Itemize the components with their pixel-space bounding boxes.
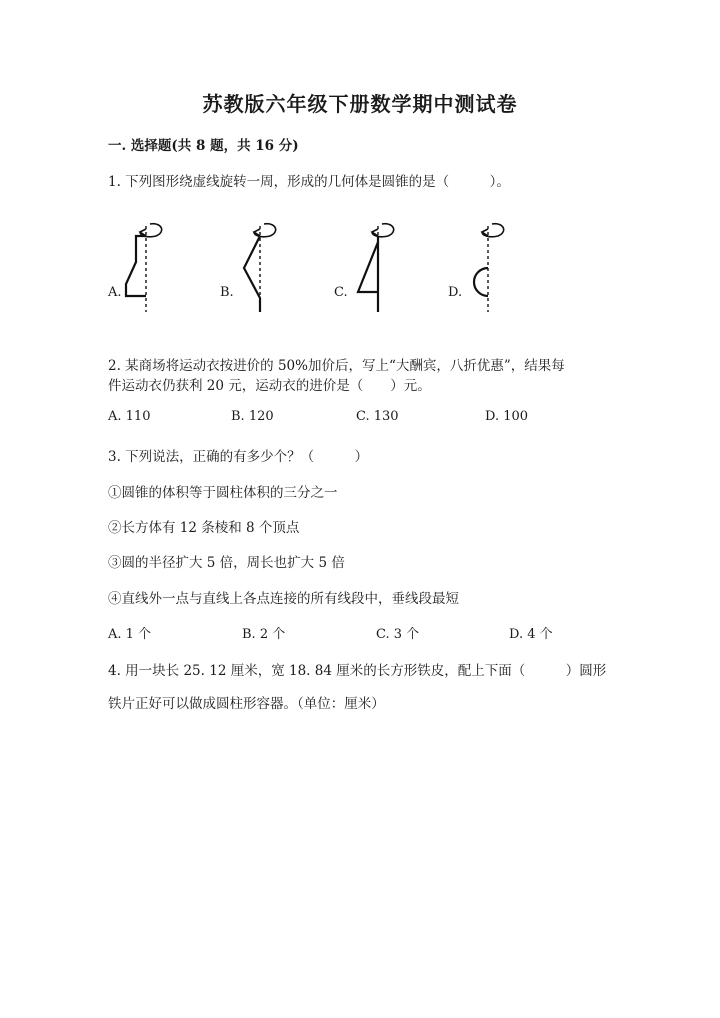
- question-4-line-2: 铁片正好可以做成圆柱形容器。（单位：厘米）: [108, 696, 385, 712]
- q2-option-d: D. 100: [485, 409, 529, 424]
- q3-statement-3: ③圆的半径扩大 5 倍，周长也扩大 5 倍: [108, 555, 345, 571]
- figure-b-chevron: [238, 222, 282, 314]
- question-2-line-2: 件运动衣仍获利 20 元，运动衣的进价是（ ）元。: [108, 378, 431, 394]
- section-heading: 一. 选择题(共 8 题，共 16 分): [108, 138, 299, 154]
- q2-option-c: C. 130: [356, 409, 399, 424]
- q2-option-b: B. 120: [231, 409, 274, 424]
- figure-a-trapezoid: [126, 222, 170, 314]
- q2-option-a: A. 110: [108, 409, 151, 424]
- q3-statement-4: ④直线外一点与直线上各点连接的所有线段中，垂线段最短: [108, 591, 459, 607]
- figure-c-right-triangle: [354, 222, 398, 314]
- figure-d-semicircle: [466, 222, 510, 314]
- q3-option-a: A. 1 个: [108, 627, 152, 642]
- figure-d-label: D.: [448, 285, 463, 300]
- q3-option-d: D. 4 个: [509, 627, 553, 642]
- question-4-line-1: 4. 用一块长 25. 12 厘米，宽 18. 84 厘米的长方形铁皮，配上下面（ ）圆形: [108, 663, 607, 679]
- page-title: 苏教版六年级下册数学期中测试卷: [202, 92, 518, 116]
- question-2-line-1: 2. 某商场将运动衣按进价的 50%加价后，写上“大酬宾，八折优惠”，结果每: [108, 358, 565, 374]
- figure-a-label: A.: [108, 285, 122, 300]
- question-1-text: 1. 下列图形绕虚线旋转一周，形成的几何体是圆锥的是（ ）。: [108, 174, 510, 190]
- q3-statement-1: ①圆锥的体积等于圆柱体积的三分之一: [108, 485, 338, 501]
- question-3-text: 3. 下列说法，正确的有多少个？（ ）: [108, 449, 369, 465]
- q3-statement-2: ②长方体有 12 条棱和 8 个顶点: [108, 520, 300, 536]
- q3-option-b: B. 2 个: [242, 627, 286, 642]
- q3-option-c: C. 3 个: [376, 627, 420, 642]
- figure-c-label: C.: [334, 285, 348, 300]
- figure-b-label: B.: [220, 285, 234, 300]
